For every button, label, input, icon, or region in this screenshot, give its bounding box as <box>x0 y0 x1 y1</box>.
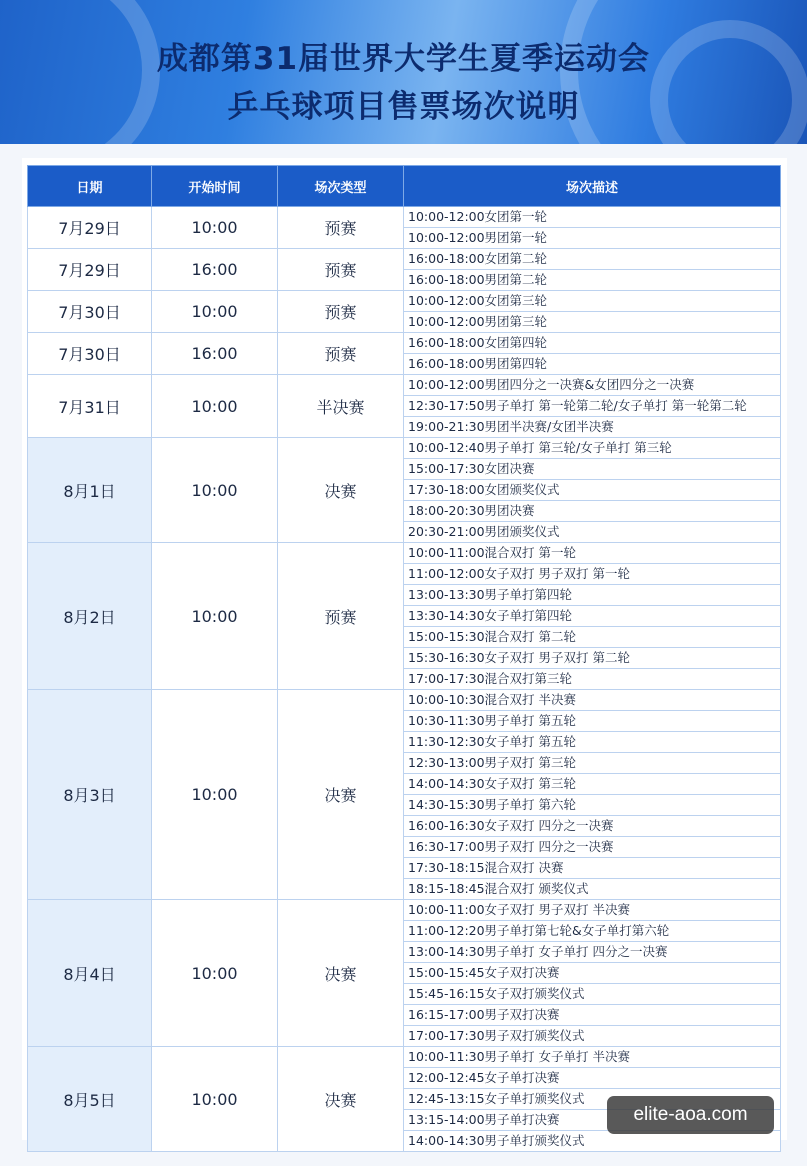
session-type-cell: 预赛 <box>278 207 404 249</box>
session-description-cell: 17:00-17:30男子双打颁奖仪式 <box>404 1026 781 1047</box>
header-banner <box>0 0 807 144</box>
session-description-cell: 20:30-21:00男团颁奖仪式 <box>404 522 781 543</box>
table-row <box>28 900 781 921</box>
start-time-cell: 10:00 <box>152 543 278 690</box>
session-description-cell: 16:00-18:00女团第二轮 <box>404 249 781 270</box>
session-description-cell: 10:30-11:30男子单打 第五轮 <box>404 711 781 732</box>
session-description-cell: 11:00-12:00女子双打 男子双打 第一轮 <box>404 564 781 585</box>
table-row <box>28 291 781 312</box>
session-type-cell: 预赛 <box>278 249 404 291</box>
start-time-cell: 10:00 <box>152 900 278 1047</box>
start-time-cell: 10:00 <box>152 207 278 249</box>
session-description-cell: 10:00-11:00混合双打 第一轮 <box>404 543 781 564</box>
session-type-cell: 预赛 <box>278 543 404 690</box>
session-type-cell: 决赛 <box>278 1047 404 1152</box>
session-description-cell: 16:00-18:00男团第二轮 <box>404 270 781 291</box>
table-row <box>28 438 781 459</box>
session-description-cell: 14:00-14:30男子单打颁奖仪式 <box>404 1131 781 1152</box>
start-time-cell: 10:00 <box>152 375 278 438</box>
session-description-cell: 10:00-12:00男团第三轮 <box>404 312 781 333</box>
date-cell: 7月29日 <box>28 249 152 291</box>
session-description-cell: 11:30-12:30女子单打 第五轮 <box>404 732 781 753</box>
session-description-cell: 10:00-12:40男子单打 第三轮/女子单打 第三轮 <box>404 438 781 459</box>
start-time-cell: 10:00 <box>152 291 278 333</box>
table-row <box>28 543 781 564</box>
session-description-cell: 12:30-17:50男子单打 第一轮第二轮/女子单打 第一轮第二轮 <box>404 396 781 417</box>
table-row <box>28 690 781 711</box>
session-type-cell: 决赛 <box>278 900 404 1047</box>
session-description-cell: 16:15-17:00男子双打决赛 <box>404 1005 781 1026</box>
table-header-row <box>28 166 781 207</box>
session-type-cell: 决赛 <box>278 690 404 900</box>
session-description-cell: 15:00-17:30女团决赛 <box>404 459 781 480</box>
table-row <box>28 249 781 270</box>
session-description-cell: 15:45-16:15女子双打颁奖仪式 <box>404 984 781 1005</box>
start-time-cell: 16:00 <box>152 249 278 291</box>
date-cell: 8月3日 <box>28 690 152 900</box>
watermark: elite-aoa.com <box>607 1096 774 1134</box>
page-title-line1: 成都第31届世界大学生夏季运动会 <box>156 41 651 77</box>
session-description-cell: 12:30-13:00男子双打 第三轮 <box>404 753 781 774</box>
session-type-cell: 半决赛 <box>278 375 404 438</box>
session-description-cell: 15:30-16:30女子双打 男子双打 第二轮 <box>404 648 781 669</box>
table-row <box>28 375 781 396</box>
session-description-cell: 18:00-20:30男团决赛 <box>404 501 781 522</box>
session-description-cell: 15:00-15:45女子双打决赛 <box>404 963 781 984</box>
session-description-cell: 17:30-18:15混合双打 决赛 <box>404 858 781 879</box>
session-description-cell: 13:00-13:30男子单打第四轮 <box>404 585 781 606</box>
start-time-cell: 10:00 <box>152 438 278 543</box>
session-description-cell: 13:30-14:30女子单打第四轮 <box>404 606 781 627</box>
date-cell: 7月29日 <box>28 207 152 249</box>
table-row <box>28 333 781 354</box>
session-description-cell: 14:00-14:30女子双打 第三轮 <box>404 774 781 795</box>
table-row <box>28 207 781 228</box>
session-description-cell: 18:15-18:45混合双打 颁奖仪式 <box>404 879 781 900</box>
session-description-cell: 13:00-14:30男子单打 女子单打 四分之一决赛 <box>404 942 781 963</box>
date-cell: 8月1日 <box>28 438 152 543</box>
session-type-cell: 预赛 <box>278 333 404 375</box>
session-description-cell: 13:15-14:00男子单打决赛 <box>404 1110 781 1131</box>
session-description-cell: 10:00-12:00男团四分之一决赛&女团四分之一决赛 <box>404 375 781 396</box>
session-description-cell: 14:30-15:30男子单打 第六轮 <box>404 795 781 816</box>
session-description-cell: 10:00-12:00女团第三轮 <box>404 291 781 312</box>
column-header-date: 日期 <box>28 166 152 207</box>
start-time-cell: 16:00 <box>152 333 278 375</box>
session-description-cell: 17:00-17:30混合双打第三轮 <box>404 669 781 690</box>
session-type-cell: 决赛 <box>278 438 404 543</box>
session-description-cell: 10:00-10:30混合双打 半决赛 <box>404 690 781 711</box>
date-cell: 8月2日 <box>28 543 152 690</box>
session-description-cell: 19:00-21:30男团半决赛/女团半决赛 <box>404 417 781 438</box>
column-header-session-type: 场次类型 <box>278 166 404 207</box>
session-description-cell: 17:30-18:00女团颁奖仪式 <box>404 480 781 501</box>
session-description-cell: 16:00-18:00男团第四轮 <box>404 354 781 375</box>
session-description-cell: 12:45-13:15女子单打颁奖仪式 <box>404 1089 781 1110</box>
session-type-cell: 预赛 <box>278 291 404 333</box>
schedule-table <box>27 165 781 1152</box>
table-body <box>28 207 781 1152</box>
session-description-cell: 12:00-12:45女子单打决赛 <box>404 1068 781 1089</box>
date-cell: 7月30日 <box>28 291 152 333</box>
start-time-cell: 10:00 <box>152 690 278 900</box>
session-description-cell: 10:00-11:00女子双打 男子双打 半决赛 <box>404 900 781 921</box>
date-cell: 7月31日 <box>28 375 152 438</box>
session-description-cell: 16:30-17:00男子双打 四分之一决赛 <box>404 837 781 858</box>
session-description-cell: 10:00-12:00女团第一轮 <box>404 207 781 228</box>
start-time-cell: 10:00 <box>152 1047 278 1152</box>
page-title-line2: 乒乓球项目售票场次说明 <box>227 89 580 125</box>
session-description-cell: 15:00-15:30混合双打 第二轮 <box>404 627 781 648</box>
column-header-start-time: 开始时间 <box>152 166 278 207</box>
session-description-cell: 10:00-12:00男团第一轮 <box>404 228 781 249</box>
date-cell: 8月4日 <box>28 900 152 1047</box>
session-description-cell: 16:00-16:30女子双打 四分之一决赛 <box>404 816 781 837</box>
date-cell: 8月5日 <box>28 1047 152 1152</box>
table-row <box>28 1047 781 1068</box>
session-description-cell: 10:00-11:30男子单打 女子单打 半决赛 <box>404 1047 781 1068</box>
session-description-cell: 11:00-12:20男子单打第七轮&女子单打第六轮 <box>404 921 781 942</box>
session-description-cell: 16:00-18:00女团第四轮 <box>404 333 781 354</box>
column-header-session-description: 场次描述 <box>404 166 781 207</box>
date-cell: 7月30日 <box>28 333 152 375</box>
